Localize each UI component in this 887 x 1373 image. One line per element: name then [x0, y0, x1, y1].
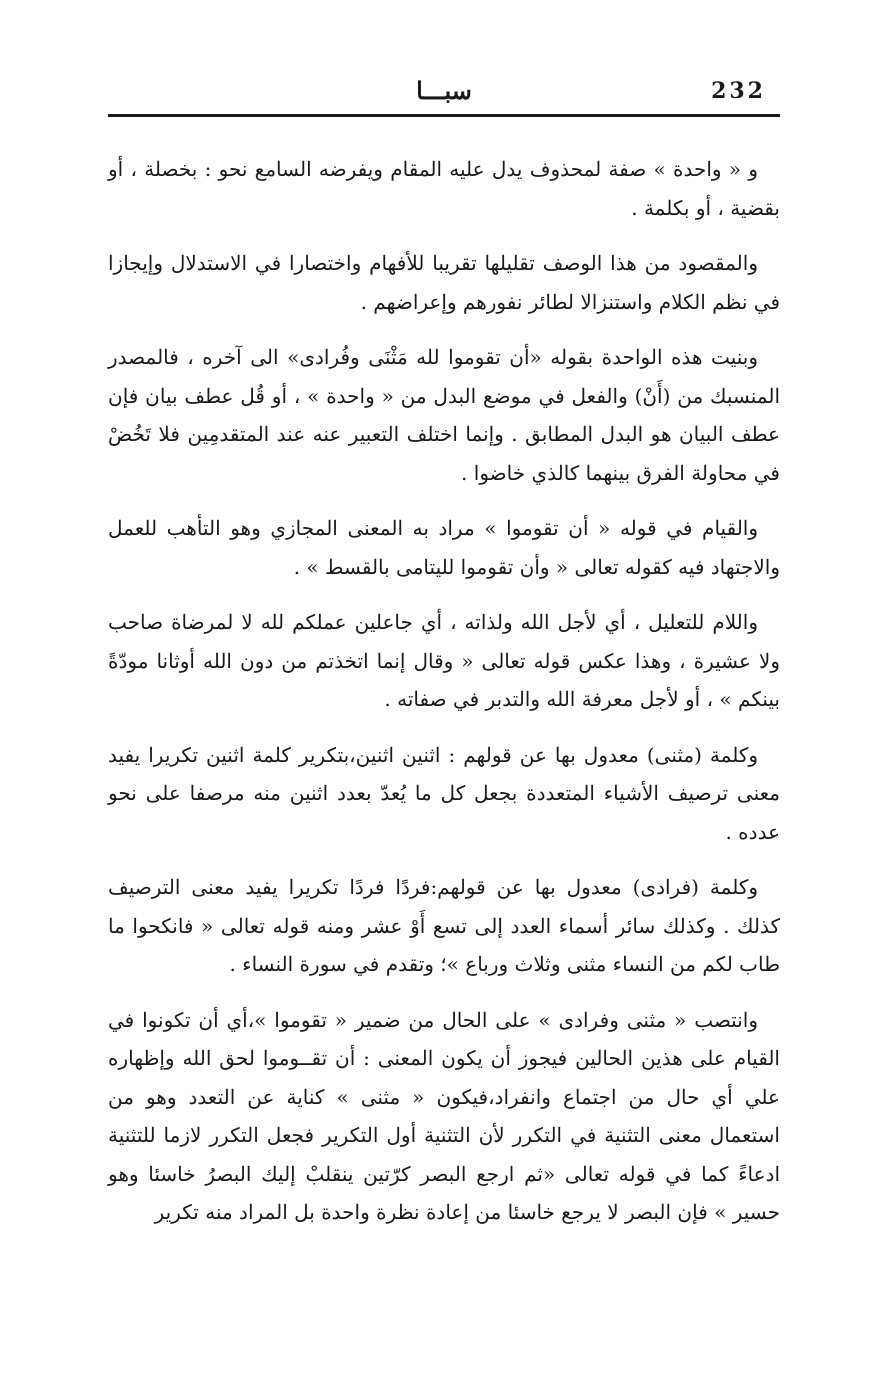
paragraph: واللام للتعليل ، أي لأجل الله ولذاته ، أي جاعلين عملكم لله لا لمرضاة صاحب ولا عشيرة ، وهذا عكس قوله تعالى « وقال إنما اتخذتم من دون الله أوثانا مودّةً بينكم » ، أو لأجل معرفة الله والتدبر في صفاته . — [108, 610, 780, 711]
page-number: 232 — [711, 78, 766, 104]
paragraph: وبنيت هذه الواحدة بقوله «أن تقوموا لله مَثْنَى وفُرادى» الى آخره ، فالمصدر المنسبك من (أَنْ) والفعل في موضع البدل من « واحدة » ، أو قُل عطف بيان فإن عطف البيان هو البدل المطابق . وإنما اختلف التعبير عنه عند المتقدمِين فلا تَخُضْ في محاولة الفرق بينهما كالذي خاضوا . — [108, 345, 780, 485]
paragraph: وانتصب « مثنى وفرادى » على الحال من ضمير « تقوموا »،أي أن تكونوا في القيام على هذين الحالين فيجوز أن يكون المعنى : أن تقــوموا لحق الله وإظهاره علي أي حال من اجتماع وانفراد،فيكون « مثنى » كناية عن التعدد وهو من استعمال معنى التثنية في التكرر لأن التثنية أول التكرير فجعل التكرر لازما للتثنية ادعاءً كما في قوله تعالى «ثم ارجع البصر كرّتين ينقلبْ إليك البصرُ خاسئا وهو حسير » فإن البصر لا يرجع خاسئا من إعادة نظرة واحدة بل المراد منه تكرير — [108, 1007, 780, 1224]
paragraph: وكلمة (فرادى) معدول بها عن قولهم:فردًا فردًا تكريرا يفيد معنى الترصيف كذلك . وكذلك سائر أسماء العدد إلى تسع أَوْ عشر ومنه قوله تعالى « فانكحوا ما طاب لكم من النساء مثنى وثلاث ورباع »؛ وتقدم في سورة النساء . — [108, 875, 780, 976]
paragraph: وكلمة (مثنى) معدول بها عن قولهم : اثنين اثنين،بتكرير كلمة اثنين تكريرا يفيد معنى ترصيف الأشياء المتعددة بجعل كل ما يُعدّ بعدد اثنين منه مرصفا على نحو عدده . — [108, 742, 780, 844]
running-title: سبـــا — [416, 76, 472, 105]
paragraph: والقيام في قوله « أن تقوموا » مراد به المعنى المجازي وهو التأهب للعمل والاجتهاد فيه كقوله تعالى « وأن تقوموا لليتامى بالقسط » . — [108, 516, 780, 579]
paragraph: و « واحدة » صفة لمحذوف يدل عليه المقام ويفرضه السامع نحو : بخصلة ، أو بقضية ، أو بكلمة . — [108, 157, 780, 220]
header-rule — [108, 114, 780, 117]
paragraph: والمقصود من هذا الوصف تقليلها تقريبا للأفهام واختصارا في الاستدلال وإيجازا في نظم الكلام واستنزالا لطائر نفورهم وإعراضهم . — [108, 251, 780, 314]
body-text — [108, 150, 780, 1249]
page-header — [108, 70, 780, 110]
